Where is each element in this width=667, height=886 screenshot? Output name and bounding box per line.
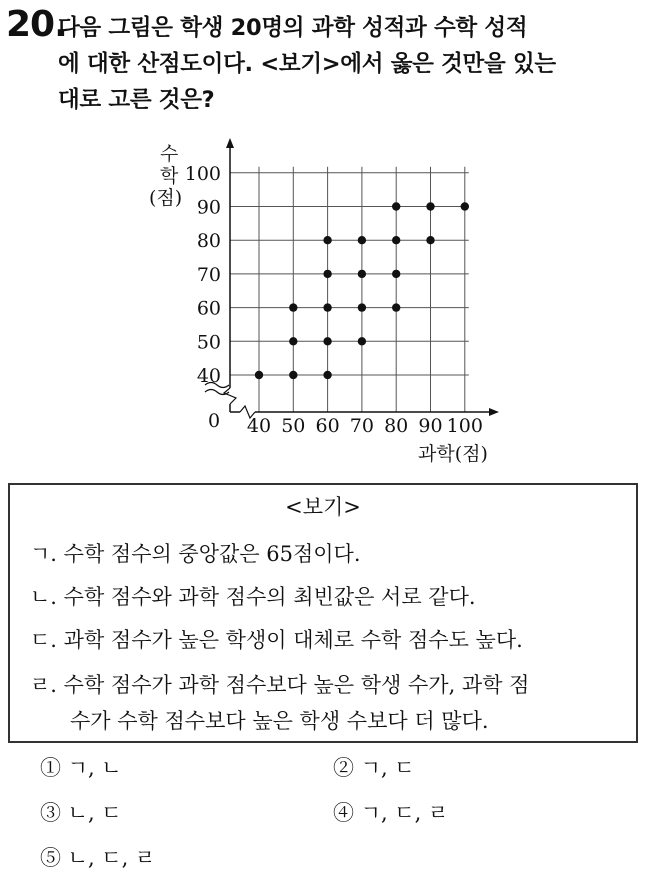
y-tick-label: 40 [196,365,221,387]
y-axis-label-1: 수 [160,143,179,165]
x-tick-label: 90 [418,415,443,437]
scatter-point [323,337,331,345]
scatter-point [426,202,434,210]
x-axis-arrow [489,408,499,416]
question-text-line-1: 다음 그림은 학생 20명의 과학 성적과 수학 성적 [58,15,528,41]
scatter-point [392,236,400,244]
x-axis-label: 과학(점) [418,443,488,465]
question-text-line-3: 대로 고른 것은? [58,87,215,113]
scatter-point [289,337,297,345]
x-tick-label: 60 [315,415,340,437]
y-axis-break-mark [224,388,236,404]
scatter-point [323,303,331,311]
y-tick-label: 50 [196,331,221,354]
scatter-point [323,270,331,278]
bogi-item-label: ㄹ. [30,673,57,697]
scatter-point [289,303,297,311]
x-tick-label: 70 [349,415,374,437]
x-tick-label: 100 [446,415,483,437]
scatter-point [358,303,366,311]
y-tick-label: 60 [196,297,221,320]
bogi-box [8,483,638,743]
y-axis-label-3: (점) [149,187,183,209]
scatter-point [358,270,366,278]
scatter-point [323,236,331,244]
bogi-item-giyeok [30,538,361,568]
y-tick-label: 70 [196,263,221,286]
bogi-item-digeut [30,624,523,654]
choice-4[interactable]: ④ ㄱ, ㄷ, ㄹ [333,801,449,825]
choice-2[interactable]: ② ㄱ, ㄷ [333,756,415,780]
scatter-point [426,236,434,244]
bogi-item-label: ㄷ. [30,628,57,652]
choice-1[interactable]: ① ㄱ, ㄴ [40,756,122,780]
bogi-item-label: ㄱ. [30,542,57,566]
x-tick-label: 40 [246,415,272,437]
x-tick-label: 80 [384,415,409,437]
y-tick-label: 90 [196,196,221,219]
scatter-point [289,371,297,379]
y-axis-label-2: 학 [160,165,179,187]
choice-3[interactable]: ③ ㄴ, ㄷ [40,801,122,825]
plot-axes [205,138,499,418]
origin-label: 0 [208,410,221,432]
scatter-point [255,371,263,379]
scatter-point [358,236,366,244]
x-tick-label: 50 [281,415,306,437]
question-text-line-2: 에 대한 산점도이다. <보기>에서 옳은 것만을 있는 [58,51,556,77]
scatter-point [461,202,469,210]
choice-5[interactable]: ⑤ ㄴ, ㄷ, ㄹ [40,846,156,870]
bogi-item-rieul-continued: 수가 수학 점수보다 높은 학생 수보다 더 많다. [70,709,489,733]
bogi-item-text: 과학 점수가 높은 학생이 대체로 수학 점수도 높다. [63,628,523,652]
bogi-item-text: 수학 점수와 과학 점수의 최빈값은 서로 같다. [63,585,476,609]
scatter-point [323,371,331,379]
scatter-point [358,337,366,345]
bogi-item-rieul [30,669,529,699]
bogi-title: <보기> [285,495,361,519]
y-tick-label: 100 [184,162,221,185]
bogi-item-label: ㄴ. [30,585,57,609]
scatter-point [392,303,400,311]
bogi-item-nieun [30,581,476,611]
scatter-point [392,202,400,210]
y-tick-label: 80 [196,230,221,253]
bogi-item-text: 수학 점수가 과학 점수보다 높은 학생 수가, 과학 점 [63,673,530,697]
y-axis-arrow [226,138,234,148]
scatter-point [392,270,400,278]
question-number: 20. [6,4,67,45]
bogi-item-text: 수학 점수의 중앙값은 65점이다. [63,542,361,566]
